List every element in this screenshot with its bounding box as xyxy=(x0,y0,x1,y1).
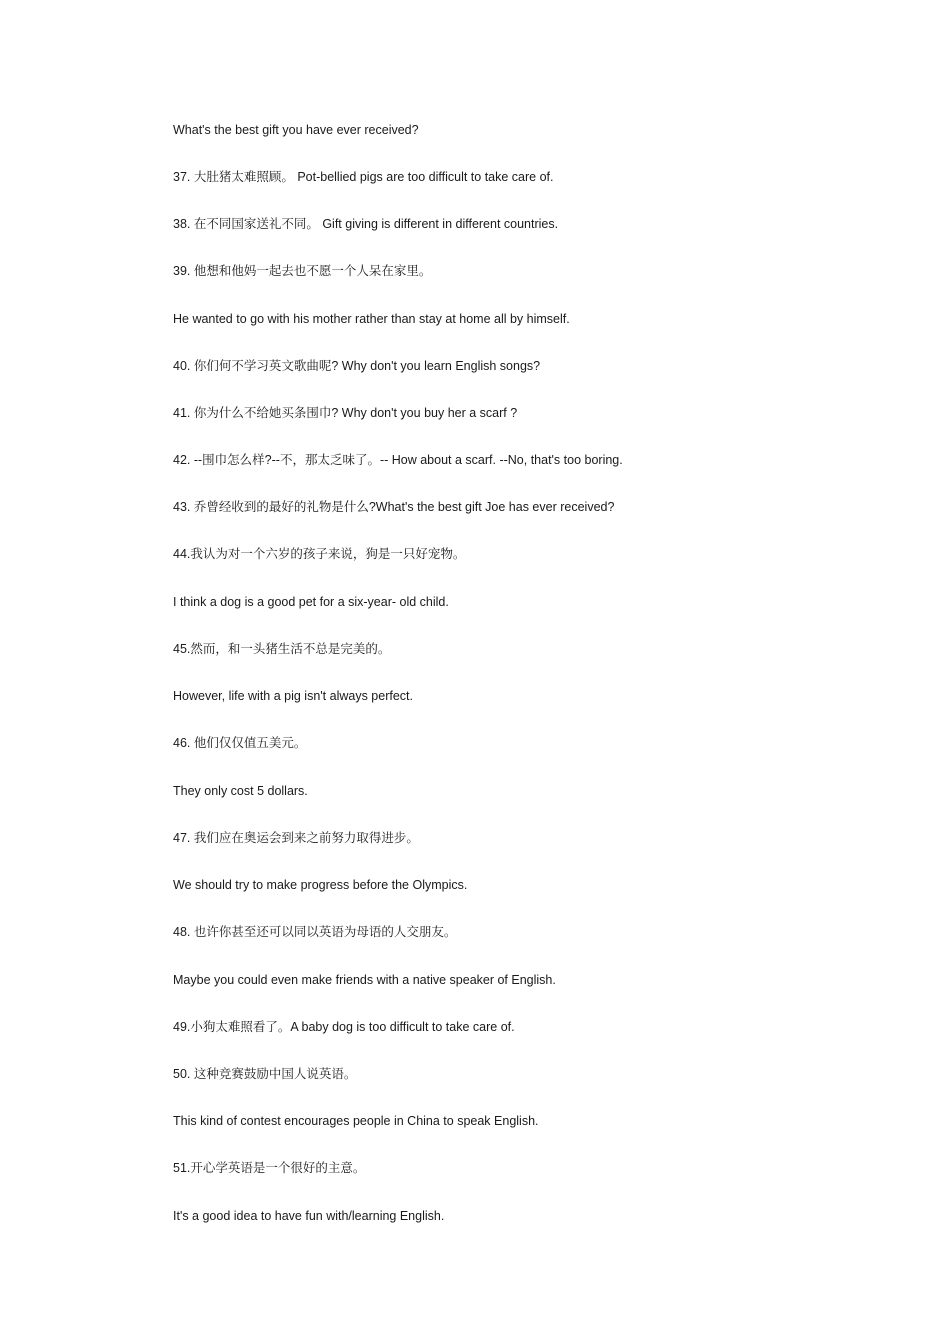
text-line: However, life with a pig isn't always perfect. xyxy=(173,689,413,703)
text-line: 44.我认为对一个六岁的孩子来说，狗是一只好宠物。 xyxy=(173,547,466,561)
text-line: He wanted to go with his mother rather than stay at home all by himself. xyxy=(173,312,570,326)
text-line: 50. 这种竞赛鼓励中国人说英语。 xyxy=(173,1067,357,1081)
text-line: 43. 乔曾经收到的最好的礼物是什么?What's the best gift Joe has ever received? xyxy=(173,500,615,514)
text-line: 49.小狗太难照看了。A baby dog is too difficult to take care of. xyxy=(173,1020,515,1034)
text-line: 51.开心学英语是一个很好的主意。 xyxy=(173,1161,366,1175)
text-line: 48. 也许你甚至还可以同以英语为母语的人交朋友。 xyxy=(173,925,457,939)
text-line: 39. 他想和他妈一起去也不愿一个人呆在家里。 xyxy=(173,264,432,278)
text-line: 41. 你为什么不给她买条围巾? Why don't you buy her a scarf ? xyxy=(173,406,518,420)
text-line: 38. 在不同国家送礼不同。 Gift giving is different in different countries. xyxy=(173,217,559,231)
text-line: 37. 大肚猪太难照顾。 Pot-bellied pigs are too difficult to take care of. xyxy=(173,170,554,184)
text-line: 42. --围巾怎么样?--不，那太乏味了。-- How about a scarf. --No, that's too boring. xyxy=(173,453,623,467)
text-line: What's the best gift you have ever received? xyxy=(173,123,419,137)
text-line: They only cost 5 dollars. xyxy=(173,784,308,798)
text-line: 46. 他们仅仅值五美元。 xyxy=(173,736,307,750)
text-line: It's a good idea to have fun with/learning English. xyxy=(173,1209,445,1223)
text-line: Maybe you could even make friends with a native speaker of English. xyxy=(173,973,556,987)
text-line: 45.然而，和一头猪生活不总是完美的。 xyxy=(173,642,391,656)
text-line: 40. 你们何不学习英文歌曲呢? Why don't you learn English songs? xyxy=(173,359,541,373)
text-line: 47. 我们应在奥运会到来之前努力取得进步。 xyxy=(173,831,419,845)
text-line: I think a dog is a good pet for a six-year- old child. xyxy=(173,595,449,609)
text-line: This kind of contest encourages people in China to speak English. xyxy=(173,1114,539,1128)
text-line: We should try to make progress before the Olympics. xyxy=(173,878,468,892)
